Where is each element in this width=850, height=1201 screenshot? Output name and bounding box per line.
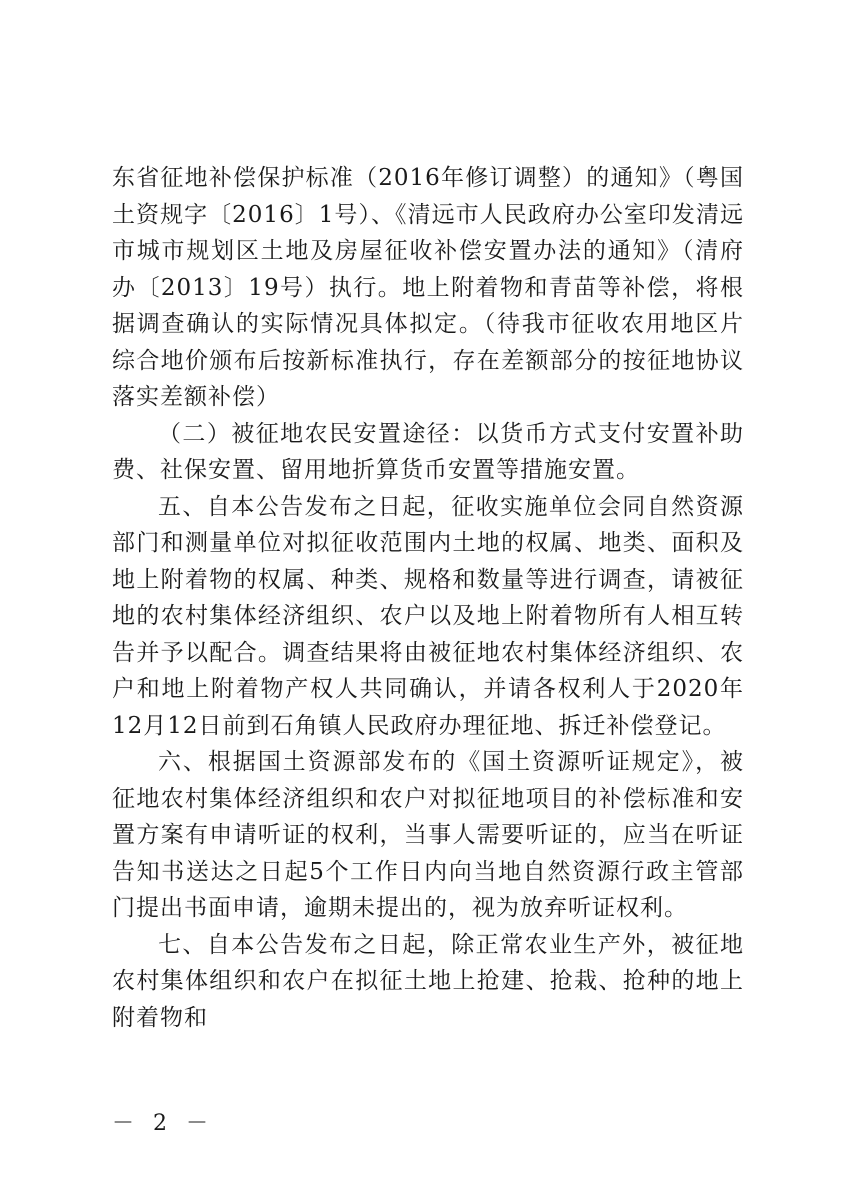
paragraph-item-six: 六、根据国土资源部发布的《国土资源听证规定》，被征地农村集体经济组织和农户对拟征地项目的补偿标准和安置方案有申请听证的权利，当事人需要听证的，应当在听证告知书送达之日起5个工作日内向当地自然资源行政主管部门提出书面申请，逾期未提出的，视为放弃听证权利。 [112, 749, 744, 921]
body-text [112, 160, 744, 1036]
paragraph-continuation: 东省征地补偿保护标准（2016年修订调整）的通知》（粤国土资规字〔2016〕1号）、《清远市人民政府办公室印发清远市城市规划区土地及房屋征收补偿安置办法的通知》（清府办〔2013〕19号）执行。地上附着物和青苗等补偿，将根据调查确认的实际情况具体拟定。（待我市征收农用地区片综合地价颁布后按新标准执行，存在差额部分的按征地协议落实差额补偿） [112, 165, 744, 410]
paragraph-item-five: 五、自本公告发布之日起，征收实施单位会同自然资源部门和测量单位对拟征收范围内土地的权属、地类、面积及地上附着物的权属、种类、规格和数量等进行调查，请被征地的农村集体经济组织、农户以及地上附着物所有人相互转告并予以配合。调查结果将由被征地农村集体经济组织、农户和地上附着物产权人共同确认，并请各权利人于2020年12月12日前到石角镇人民政府办理征地、拆迁补偿登记。 [112, 493, 744, 739]
page-number: － 2 － [112, 1111, 214, 1136]
paragraph-item-seven: 七、自本公告发布之日起，除正常农业生产外，被征地农村集体组织和农户在拟征土地上抢建、抢栽、抢种的地上附着物和 [112, 931, 744, 1031]
paragraph-resettlement: （二）被征地农民安置途径：以货币方式支付安置补助费、社保安置、留用地折算货币安置等措施安置。 [112, 420, 744, 483]
